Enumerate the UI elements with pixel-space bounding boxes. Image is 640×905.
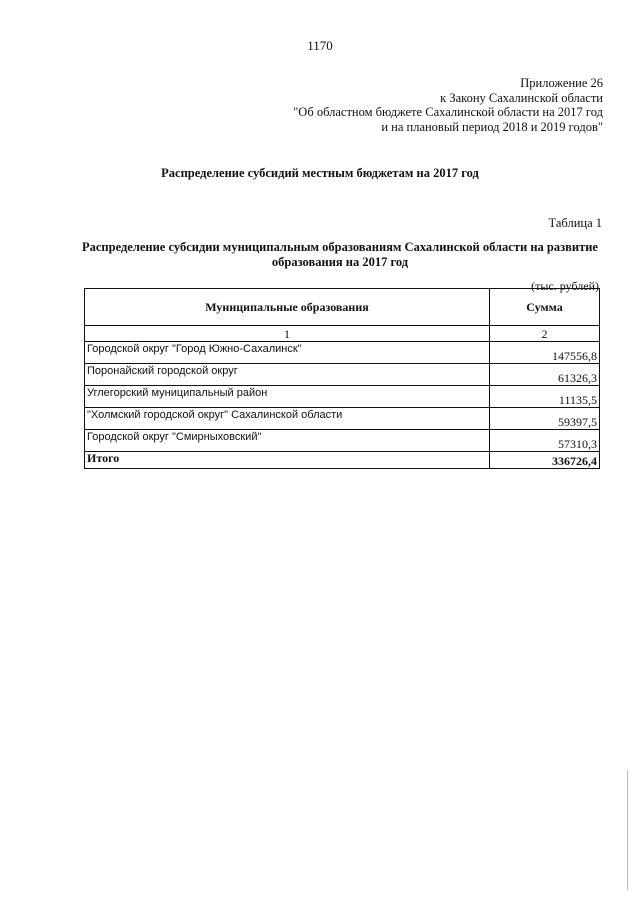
row-amount: 59397,5 bbox=[490, 408, 600, 430]
header-amount: Сумма bbox=[490, 289, 600, 326]
table-row bbox=[85, 342, 600, 364]
total-amount: 336726,4 bbox=[490, 452, 600, 469]
column-number-2: 2 bbox=[490, 326, 600, 342]
row-amount: 147556,8 bbox=[490, 342, 600, 364]
row-amount: 11135,5 bbox=[490, 386, 600, 408]
row-amount: 57310,3 bbox=[490, 430, 600, 452]
appendix-line-2: к Закону Сахалинской области bbox=[440, 90, 603, 105]
table-row bbox=[85, 408, 600, 430]
row-municipality: Поронайский городской округ bbox=[85, 364, 490, 386]
appendix-line-1: Приложение 26 bbox=[520, 76, 603, 90]
appendix-line-4: и на плановый период 2018 и 2019 годов" bbox=[381, 119, 603, 134]
table-header-row bbox=[85, 289, 600, 326]
total-label: Итого bbox=[85, 452, 490, 469]
column-number-row bbox=[85, 326, 600, 342]
row-municipality: "Холмский городской округ" Сахалинской области bbox=[85, 408, 490, 430]
row-amount: 61326,3 bbox=[490, 364, 600, 386]
appendix-line-3: "Об областном бюджете Сахалинской области на 2017 год bbox=[293, 105, 603, 119]
main-title: Распределение субсидий местным бюджетам на 2017 год bbox=[161, 166, 479, 180]
row-municipality: Городской округ "Город Южно-Сахалинск" bbox=[85, 342, 490, 364]
units-label: (тыс. рублей) bbox=[531, 279, 599, 293]
header-municipalities: Муниципальные образования bbox=[85, 289, 490, 326]
scan-edge-line bbox=[627, 770, 628, 890]
total-row bbox=[85, 452, 600, 469]
page-number: 1170 bbox=[307, 38, 333, 53]
row-municipality: Городской округ "Смирныховский" bbox=[85, 430, 490, 452]
row-municipality: Углегорский муниципальный район bbox=[85, 386, 490, 408]
subsidy-table bbox=[84, 288, 600, 469]
table-row bbox=[85, 430, 600, 452]
table-row bbox=[85, 386, 600, 408]
table-label: Таблица 1 bbox=[548, 216, 602, 230]
appendix-header bbox=[293, 76, 603, 134]
table-row bbox=[85, 364, 600, 386]
column-number-1: 1 bbox=[85, 326, 490, 342]
table-title: Распределение субсидии муниципальным образованиям Сахалинской области на развитие образования на 2017 год bbox=[82, 240, 598, 269]
